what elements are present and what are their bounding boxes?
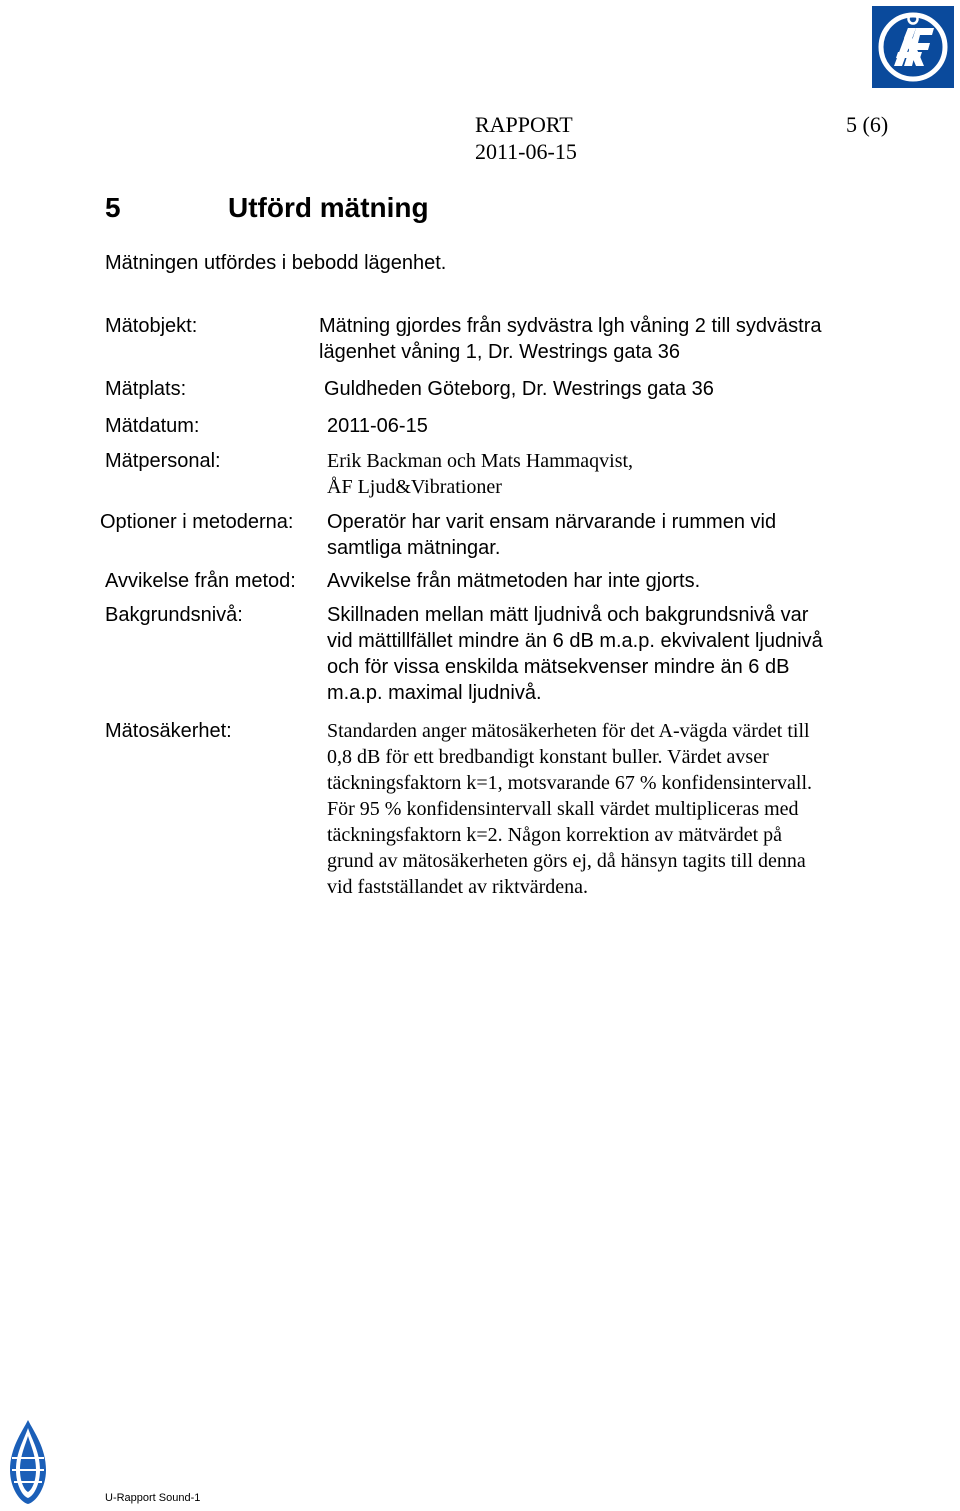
af-logo-icon [872, 6, 954, 88]
avvikelse-label: Avvikelse från metod: [105, 570, 296, 592]
report-label: RAPPORT [475, 112, 573, 137]
avvikelse-value: Avvikelse från mätmetoden har inte gjorts. [327, 570, 701, 592]
shell-logo-icon [6, 1418, 50, 1506]
matosakerhet-label: Mätosäkerhet: [105, 720, 232, 742]
matpersonal-value-line2: ÅF Ljud&Vibrationer [327, 476, 502, 498]
optioner-label: Optioner i metoderna: [100, 511, 294, 533]
page-number: 5 (6) [846, 112, 889, 137]
matpersonal-value-line1: Erik Backman och Mats Hammaqvist, [327, 450, 634, 472]
optioner-value: Operatör har varit ensam närvarande i rummen vid samtliga mätningar. [327, 511, 777, 559]
section-number: 5 [105, 192, 121, 223]
matplats-value: Guldheden Göteborg, Dr. Westrings gata 36 [324, 378, 714, 400]
section-title: Utförd mätning [228, 192, 429, 223]
matdatum-label: Mätdatum: [105, 415, 200, 437]
matosakerhet-value: Standarden anger mätosäkerheten för det A-vägda värdet till 0,8 dB för ett bredbandigt konstant buller. Värdet avser täckningsfaktorn k=1, motsvarande 67 % konfidensintervall. För 95 % konfidensintervall skall värdet multipliceras med täckningsfaktorn k=2. Någon korrektion av mätvärdet på grund av mätosäkerheten görs ej, då hänsyn tagits till denna vid fastställandet av riktvärdena. [327, 720, 813, 898]
matpersonal-label: Mätpersonal: [105, 450, 221, 472]
matobjekt-label: Mätobjekt: [105, 315, 198, 337]
section-intro: Mätningen utfördes i bebodd lägenhet. [105, 252, 447, 274]
report-date: 2011-06-15 [475, 139, 577, 164]
template-name: U-Rapport Sound-1 [105, 1492, 201, 1504]
bakgrundsniva-label: Bakgrundsnivå: [105, 604, 243, 626]
matdatum-value: 2011-06-15 [327, 415, 428, 437]
matplats-label: Mätplats: [105, 378, 187, 400]
matobjekt-value: Mätning gjordes från sydvästra lgh våning 2 till sydvästra lägenhet våning 1, Dr. Westrings gata 36 [319, 315, 822, 363]
bakgrundsniva-value: Skillnaden mellan mätt ljudnivå och bakgrundsnivå var vid mättillfället mindre än 6 dB m.a.p. ekvivalent ljudnivå och för vissa enskilda mätsekvenser mindre än 6 dB m.a.p. maximal ljudnivå. [327, 604, 823, 704]
